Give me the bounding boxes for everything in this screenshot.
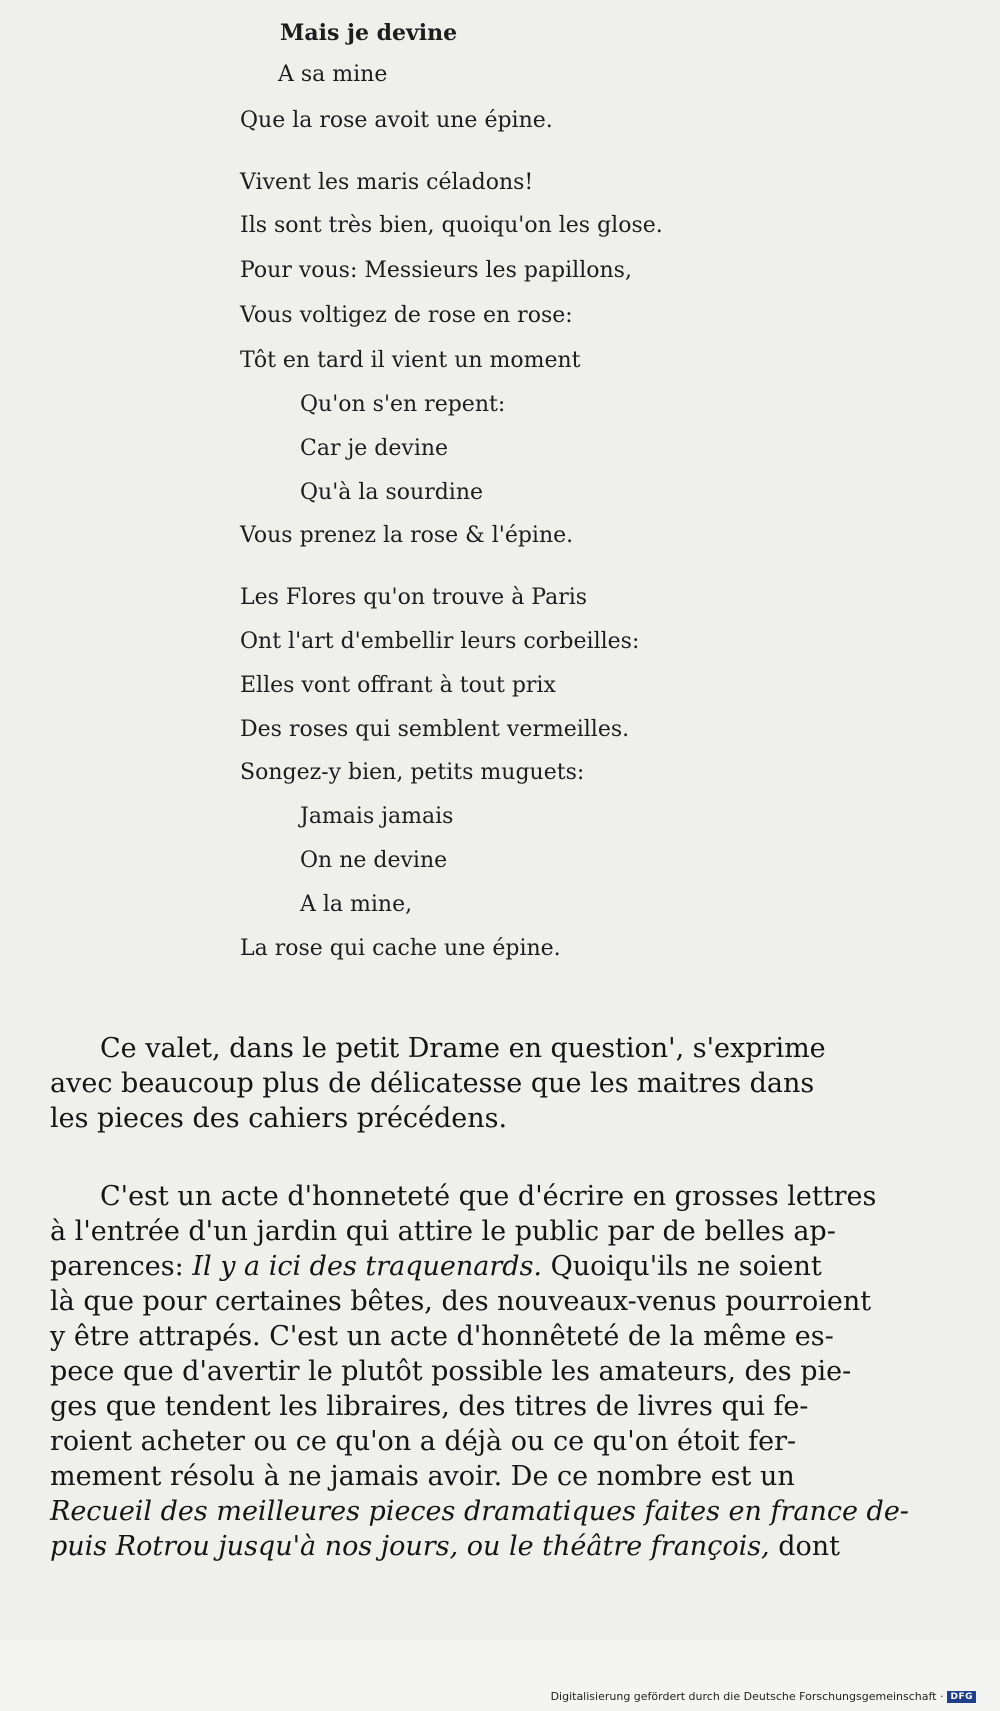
poem-line: Des roses qui semblent vermeilles. [240,717,630,742]
paragraph-text: dont [778,1531,841,1562]
poem-line: A sa mine [278,62,388,87]
italic-phrase: Il y a ici des traquenards. [192,1251,543,1282]
paragraph-line: Recueil des meilleures pieces dramatiques faites en france de- [50,1496,909,1527]
dfg-logo-icon: DFG [947,1691,976,1703]
poem-line: Songez-y bien, petits muguets: [240,760,585,785]
poem-line: A la mine, [300,892,413,917]
poem-line: La rose qui cache une épine. [240,936,561,961]
italic-phrase: ou le théâtre françois, [466,1531,770,1562]
poem-line: Vous prenez la rose & l'épine. [240,523,574,548]
poem-line: Jamais jamais [300,804,454,829]
poem-line: Vous voltigez de rose en rose: [240,303,573,328]
paragraph-text: Quoiqu'ils ne soient [550,1251,822,1282]
paragraph-line: avec beaucoup plus de délicatesse que les maitres dans [50,1068,815,1099]
paragraph-line: les pieces des cahiers précédens. [50,1103,508,1134]
paragraph-line: y être attrapés. C'est un acte d'honnêteté de la même es- [50,1321,834,1352]
paragraph-line: C'est un acte d'honneteté que d'écrire en grosses lettres [100,1181,877,1212]
poem-line: Elles vont offrant à tout prix [240,673,556,698]
paragraph-line [50,1253,822,1280]
italic-phrase: puis Rotrou jusqu'à nos jours, [50,1531,459,1562]
paragraph-line: pece que d'avertir le plutôt possible les amateurs, des pie- [50,1356,852,1387]
paragraph-line: mement résolu à ne jamais avoir. De ce nombre est un [50,1461,795,1492]
poem-line: Les Flores qu'on trouve à Paris [240,585,588,610]
footer-text: Digitalisierung gefördert durch die Deutsche Forschungsgemeinschaft · [550,1690,944,1703]
paragraph-line [50,1533,840,1560]
paragraph-text: parences: [50,1251,184,1282]
poem-line: Ont l'art d'embellir leurs corbeilles: [240,629,640,654]
poem-line: Car je devine [300,436,449,461]
poem-line: Qu'on s'en repent: [300,392,506,417]
paragraph-line: ges que tendent les libraires, des titres de livres qui fe- [50,1391,809,1422]
paragraph-line: là que pour certaines bêtes, des nouveaux-venus pourroient [50,1286,872,1317]
paragraph-line: à l'entrée d'un jardin qui attire le public par de belles ap- [50,1216,836,1247]
poem-line: Que la rose avoit une épine. [240,108,553,133]
poem-line: Vivent les maris céladons! [240,170,534,195]
poem-line: Tôt en tard il vient un moment [240,348,581,373]
paragraph-line: roient acheter ou ce qu'on a déjà ou ce qu'on étoit fer- [50,1426,797,1457]
poem-line: Mais je devine [280,20,458,46]
footer-credit [551,1690,976,1703]
poem-line: On ne devine [300,848,448,873]
paragraph-line: Ce valet, dans le petit Drame en question', s'exprime [100,1033,826,1064]
poem-line: Ils sont très bien, quoiqu'on les glose. [240,213,663,238]
poem-line: Pour vous: Messieurs les papillons, [240,258,632,283]
poem-line: Qu'à la sourdine [300,480,484,505]
